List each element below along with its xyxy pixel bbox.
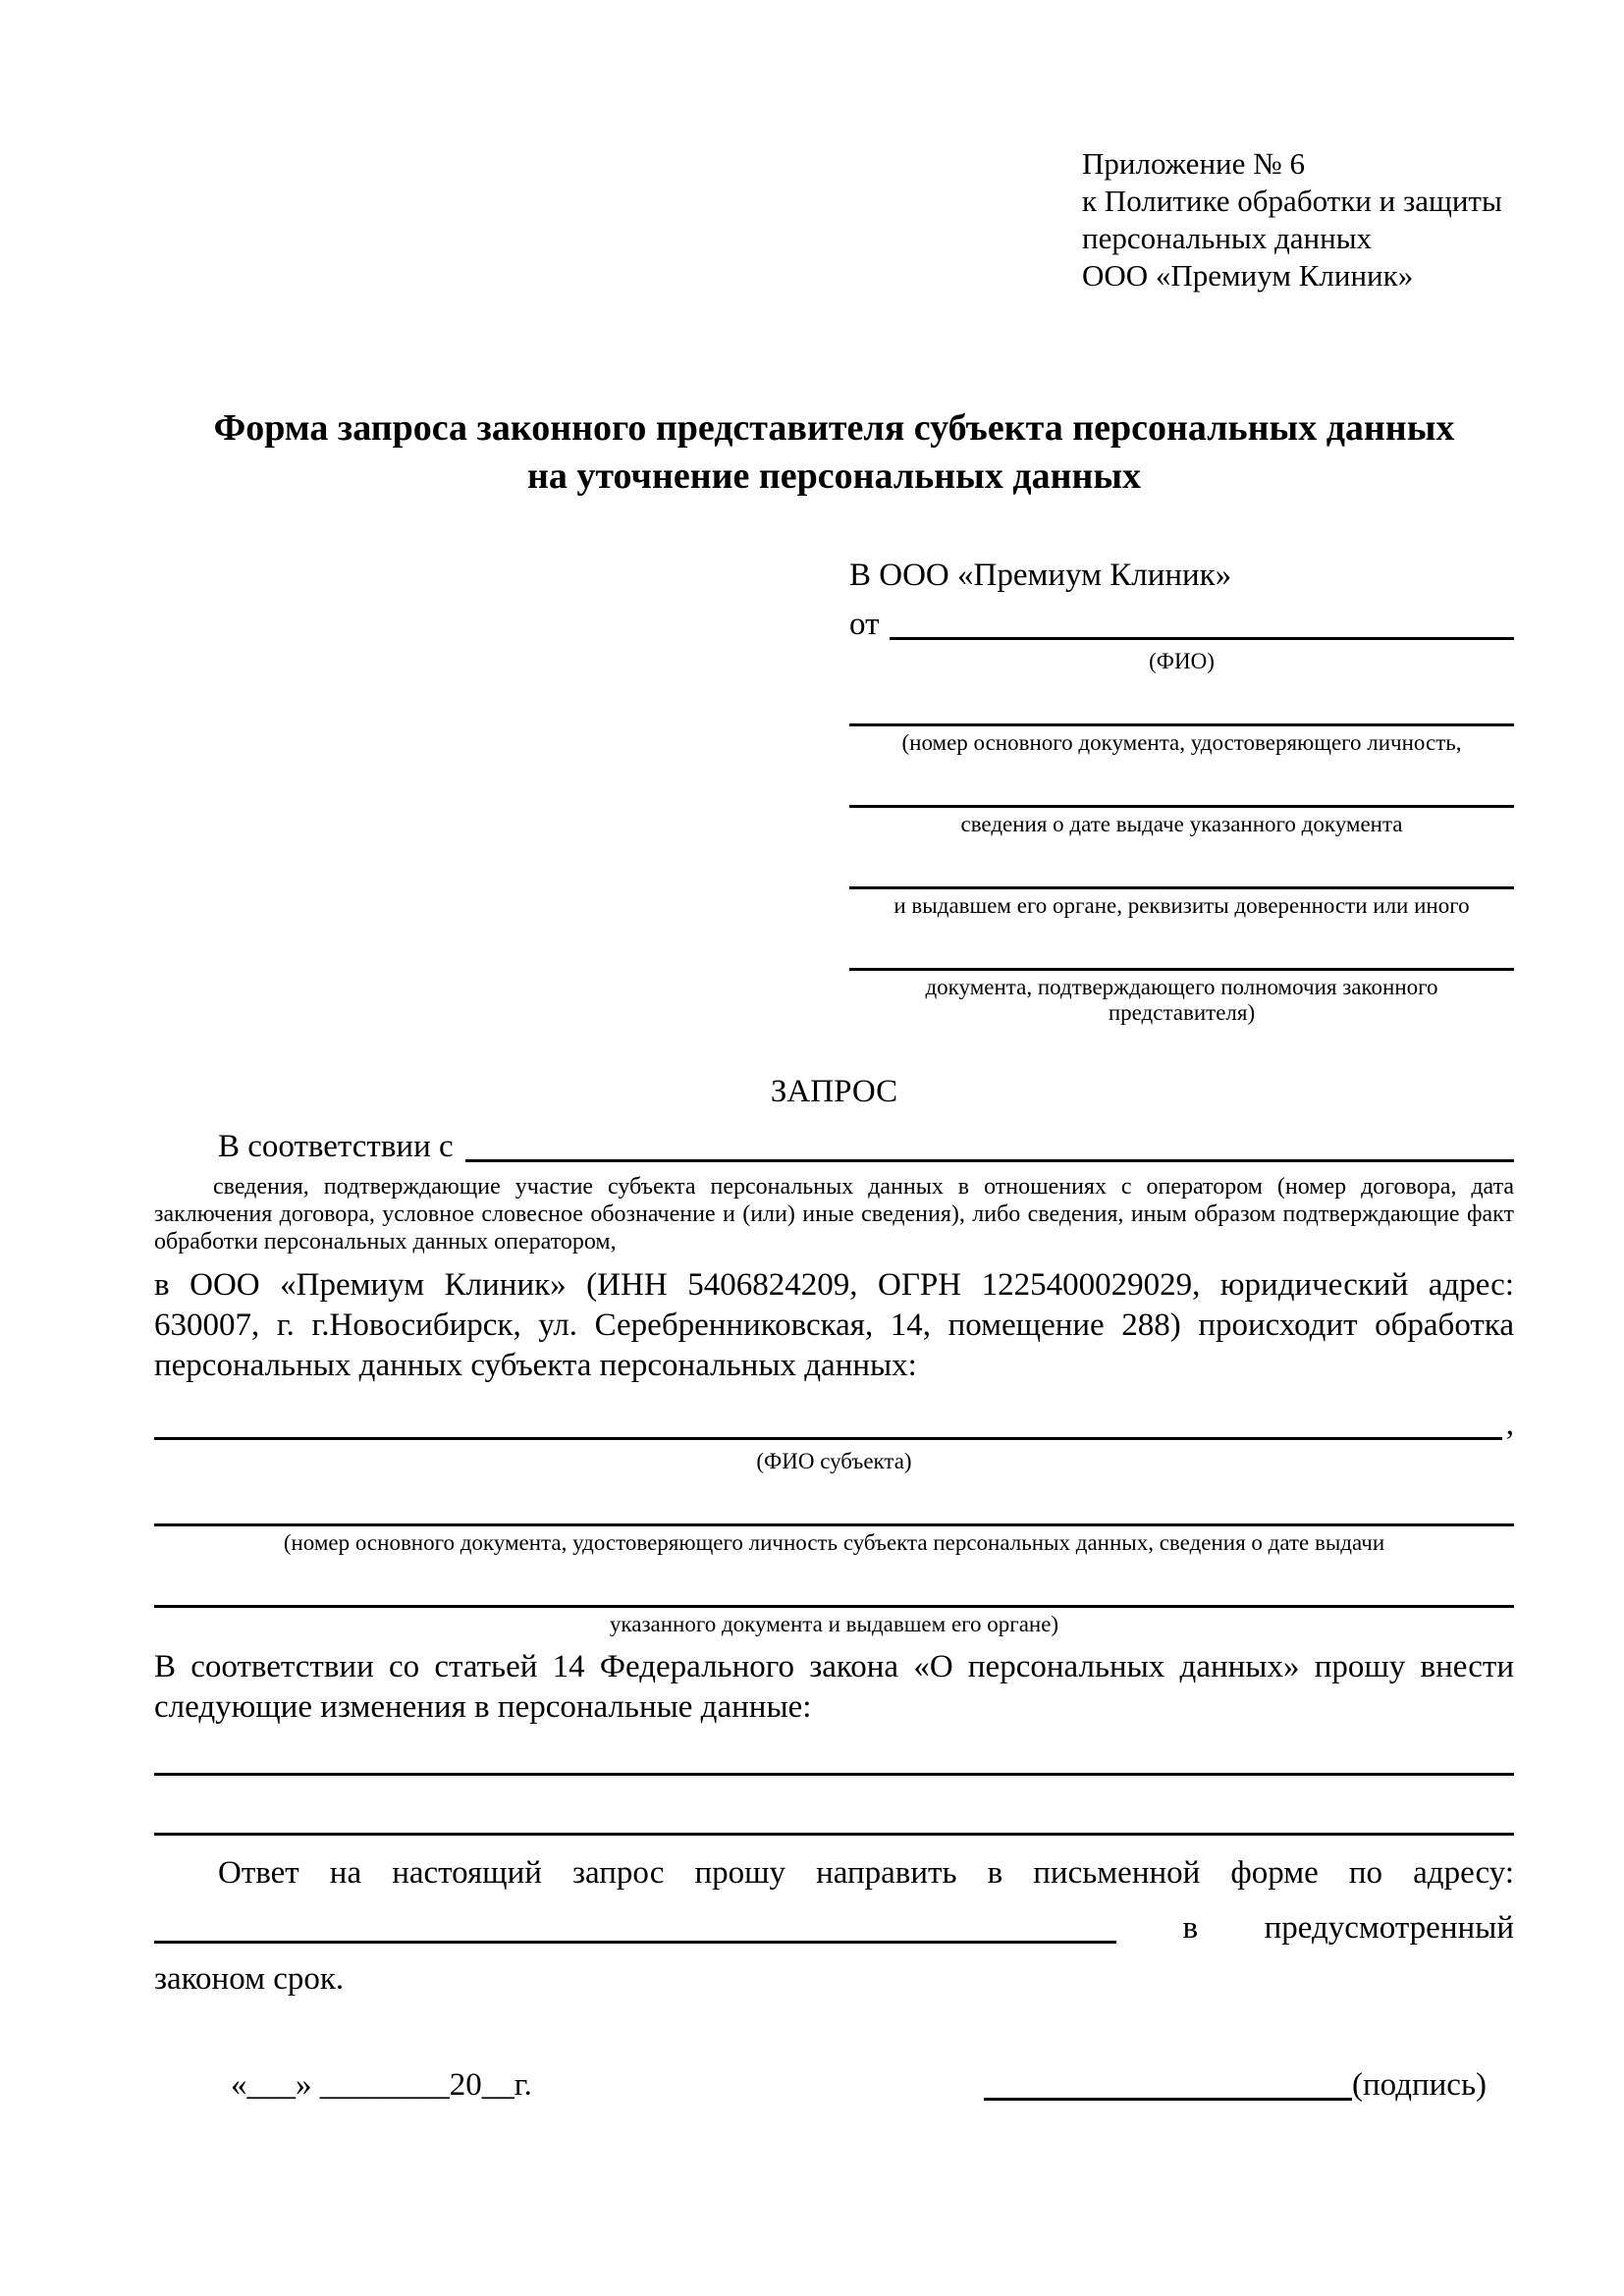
response-word-predusmotrenny: предусмотренный — [1264, 1910, 1514, 1946]
subject-name-row — [154, 1404, 1514, 1445]
basis-footnote: сведения, подтверждающие участие субъекта персональных данных в отношениях с оператором (номер договора, дата заключения договора, условное словесное обозначение и (или) иные сведения), либо сведения, иным образом подтверждающие факт обработки персональных данных оператором, — [154, 1174, 1514, 1255]
field-caption-issue-date: сведения о дате выдаче указанного документа — [960, 812, 1403, 836]
document-title-line2: на уточнение персональных данных — [526, 455, 1142, 497]
representative-name-blank-line — [890, 604, 1515, 640]
signature-caption: (подпись) — [1352, 2067, 1487, 2103]
response-word-v: в — [1182, 1910, 1199, 1946]
addressee-block — [849, 555, 1514, 1026]
from-field-row — [849, 604, 1514, 645]
field-caption-subject-document: (номер основного документа, удостоверяющего личность субъекта персональных данных, сведения о дате выдачи — [283, 1530, 1385, 1555]
field-caption-fio: (ФИО) — [1149, 649, 1215, 673]
basis-row — [154, 1126, 1514, 1167]
signature-blank-line — [984, 2064, 1352, 2101]
issuing-authority-blank-line — [849, 886, 1514, 889]
basis-blank-line — [465, 1126, 1514, 1162]
response-address-blank-line — [154, 1907, 1116, 1944]
field-caption-issuing-authority: и выдавшем его органе, реквизиты доверенности или иного — [893, 893, 1470, 918]
appendix-note — [1082, 145, 1514, 294]
response-paragraph-line1: Ответ на настоящий запрос прошу направить в письменной форме по адресу: — [218, 1855, 1514, 1891]
date-blank-field: «___» ________20__г. — [231, 2067, 532, 2103]
subject-document-issue-blank-line — [154, 1605, 1514, 1608]
signature-row — [154, 2064, 1514, 2106]
from-label: от — [849, 607, 880, 642]
changes-blank-line-2 — [154, 1833, 1514, 1836]
subject-document-blank-line — [154, 1523, 1514, 1526]
addressee-organization: В ООО «Премиум Клиник» — [849, 558, 1232, 593]
document-content — [154, 0, 1514, 2106]
field-caption-subject-document-issue: указанного документа и выдавшем его органе) — [609, 1612, 1059, 1636]
representative-document-blank-line — [849, 723, 1514, 726]
authority-document-blank-line — [849, 968, 1514, 971]
document-title-line1: Форма запроса законного представителя субъекта персональных данных — [213, 407, 1455, 449]
document-title — [154, 404, 1514, 501]
basis-label: В соответствии с — [218, 1129, 454, 1164]
subject-name-blank-line — [154, 1404, 1502, 1440]
appendix-line: к Политике обработки и защиты — [1082, 184, 1502, 218]
law-paragraph: В соответствии со статьей 14 Федерального закона «О персональных данных» прошу внести следующие изменения в персональные данные: — [154, 1649, 1514, 1725]
request-heading: ЗАПРОС — [770, 1074, 898, 1109]
document-issue-date-blank-line — [849, 805, 1514, 808]
subject-name-trailing-comma: , — [1505, 1407, 1514, 1442]
appendix-line: ООО «Премиум Клиник» — [1082, 258, 1414, 293]
response-paragraph-line3: законом срок. — [154, 1961, 345, 1997]
field-caption-authority-document: документа, подтверждающего полномочия законного представителя) — [925, 975, 1438, 1025]
appendix-line: персональных данных — [1082, 221, 1373, 255]
field-caption-subject-fio: (ФИО субъекта) — [756, 1449, 912, 1473]
field-caption-document: (номер основного документа, удостоверяющего личность, — [901, 730, 1462, 755]
operator-paragraph: в ООО «Премиум Клиник» (ИНН 5406824209, ОГРН 1225400029029, юридический адрес: 630007, г. г.Новосибирск, ул. Серебренниковская, 14, помещение 288) происходит обработка персональных данных субъекта персональных данных: — [154, 1267, 1514, 1383]
appendix-line: Приложение № 6 — [1082, 146, 1305, 181]
response-address-row — [154, 1907, 1514, 1949]
signature-field-group — [984, 2064, 1487, 2106]
changes-blank-line-1 — [154, 1773, 1514, 1776]
